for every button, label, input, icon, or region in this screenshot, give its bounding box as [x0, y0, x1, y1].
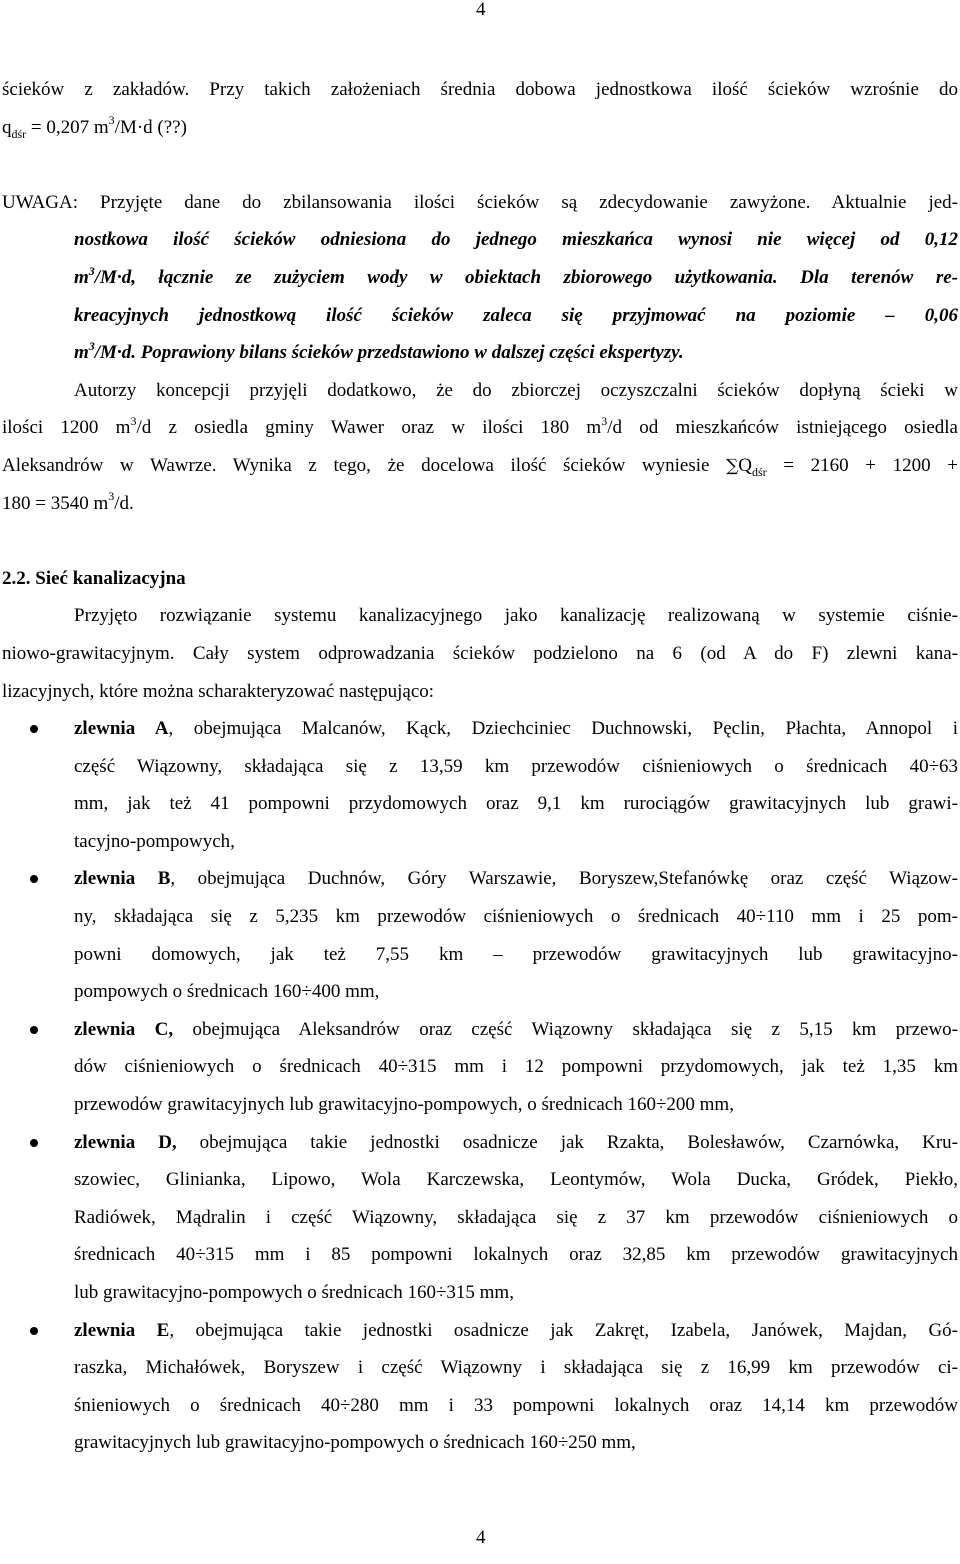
- text-line: [2, 259, 958, 297]
- superscript: 3: [130, 414, 137, 429]
- text-line: część Wiązowny, składająca się z 13,59 km przewodów ciśnieniowych o średnicach 40÷63: [74, 755, 958, 777]
- text-line: przewodów grawitacyjnych lub grawitacyjno-pompowych, o średnicach 160÷200 mm,: [74, 1094, 734, 1116]
- text-fragment: obejmująca Aleksandrów oraz część Wiązowny składająca się z 5,15 km przewo-: [173, 1018, 958, 1040]
- note-lead: UWAGA: Przyjęte dane do zbilansowania ilości ścieków są zdecydowanie zawyżone. Aktualnie jed-: [2, 191, 958, 213]
- text-line: dów ciśnieniowych o średnicach 40÷315 mm i 12 pompowni przydomowych, jak też 1,35 km: [74, 1056, 958, 1078]
- text-line: średnicach 40÷315 mm i 85 pompowni lokalnych oraz 32,85 km przewodów grawitacyjnych: [74, 1244, 958, 1266]
- text-line: [2, 1312, 958, 1350]
- superscript: 3: [88, 338, 95, 353]
- text-line: pompowych o średnicach 160÷400 mm,: [74, 981, 380, 1003]
- text-line: [2, 447, 958, 485]
- bullet-icon: [30, 1139, 38, 1147]
- text-fragment: q: [2, 116, 12, 138]
- text-line: lizacyjnych, które można scharakteryzować następująco:: [2, 680, 435, 702]
- note-paragraph: [2, 184, 958, 372]
- catchment-name: zlewnia A: [74, 718, 169, 740]
- catchment-name: zlewnia B: [74, 868, 171, 890]
- superscript: 3: [108, 113, 115, 128]
- page-number-bottom: 4: [476, 1527, 486, 1548]
- superscript: 3: [88, 263, 95, 278]
- superscript: 3: [108, 489, 115, 504]
- text-line: lub grawitacyjno-pompowych o średnicach 160÷315 mm,: [74, 1282, 514, 1303]
- text-line: ścieków z zakładów. Przy takich założeniach średnia dobowa jednostkowa ilość ścieków wzrośnie do: [2, 79, 958, 100]
- text-fragment: /M·d, łącznie ze zużyciem wody w obiektach zbiorowego użytkowania. Dla terenów re-: [94, 266, 958, 288]
- superscript: 3: [601, 414, 608, 429]
- bullet-icon: [30, 1026, 38, 1034]
- text-line: [2, 710, 958, 748]
- bullet-icon: [30, 1327, 38, 1335]
- list-item: [2, 860, 958, 1010]
- paragraph-continuation: [2, 71, 958, 146]
- text-fragment: /M·d. Poprawiony bilans ścieków przedstawiono w dalszej części ekspertyzy.: [94, 342, 684, 364]
- text-fragment: /M·d (??): [114, 116, 187, 138]
- text-line: Przyjęto rozwiązanie systemu kanalizacyjnego jako kanalizację realizowaną w systemie ciśnie-: [74, 605, 958, 627]
- text-line: niowo-grawitacyjnym. Cały system odprowadzania ścieków podzielono na 6 (od A do F) zlewni kana-: [2, 642, 958, 664]
- text-line: szowiec, Glinianka, Lipowo, Wola Karczewska, Leontymów, Wola Ducka, Gródek, Piekło,: [74, 1169, 958, 1191]
- text-line: [2, 1124, 958, 1162]
- text-fragment: = 0,207 m: [26, 116, 109, 138]
- text-fragment: /d.: [114, 492, 134, 514]
- catchment-list: [2, 710, 958, 1462]
- paragraph-network: [2, 597, 958, 710]
- text-line: raszka, Michałówek, Boryszew i część Wiązowny i składająca się z 16,99 km przewodów ci-: [74, 1357, 958, 1379]
- list-item: [2, 1011, 958, 1124]
- text-fragment: , obejmująca takie jednostki osadnicze jak Zakręt, Izabela, Janówek, Majdan, Gó-: [169, 1319, 958, 1341]
- text-line: [2, 485, 958, 523]
- text-line: śnieniowych o średnicach 40÷280 mm i 33 pompowni lokalnych oraz 14,14 km przewodów: [74, 1394, 958, 1416]
- text-line: ny, składająca się z 5,235 km przewodów ciśnieniowych o średnicach 40÷110 mm i 25 pom-: [74, 906, 958, 928]
- text-line: [2, 334, 958, 372]
- subscript: dśr: [11, 126, 27, 141]
- text-fragment: ilości 1200 m: [2, 417, 131, 439]
- subscript: dśr: [751, 464, 767, 479]
- list-item: [2, 710, 958, 860]
- text-fragment: m: [74, 266, 89, 288]
- text-line: Radiówek, Mądralin i część Wiązowny, składająca się z 37 km przewodów ciśnieniowych o: [74, 1206, 958, 1228]
- text-line: [2, 860, 958, 898]
- page-number-top: 4: [476, 0, 486, 20]
- paragraph-assumptions: [2, 372, 958, 522]
- text-line: kreacyjnych jednostkową ilość ścieków zaleca się przyjmować na poziomie – 0,06: [74, 304, 958, 326]
- text-fragment: /d z osiedla gminy Wawer oraz w ilości 180 m: [136, 417, 602, 439]
- text-fragment: m: [74, 342, 89, 364]
- catchment-name: zlewnia D,: [74, 1131, 177, 1153]
- text-fragment: obejmująca takie jednostki osadnicze jak Rzakta, Bolesławów, Czarnówka, Kru-: [176, 1131, 959, 1153]
- text-fragment: = 2160 + 1200 +: [766, 454, 958, 476]
- text-fragment: , obejmująca Malcanów, Kąck, Dziechciniec Duchnowski, Pęclin, Płachta, Annopol i: [168, 718, 958, 740]
- text-line: mm, jak też 41 pompowni przydomowych oraz 9,1 km rurociągów grawitacyjnych lub grawi-: [74, 793, 958, 815]
- text-line: tacyjno-pompowych,: [74, 830, 235, 852]
- text-fragment: Aleksandrów w Wawrze. Wynika z tego, że docelowa ilość ścieków wyniesie: [2, 454, 727, 476]
- text-line: Autorzy koncepcji przyjęli dodatkowo, że do zbiorczej oczyszczalni ścieków dopłyną ścieki w: [74, 379, 958, 401]
- document-body: [2, 71, 958, 1462]
- text-line: [2, 109, 958, 147]
- catchment-name: zlewnia C,: [74, 1018, 174, 1040]
- text-line: nostkowa ilość ścieków odniesiona do jednego mieszkańca wynosi nie więcej od 0,12: [74, 229, 958, 251]
- text-line: [2, 184, 958, 222]
- section-heading: 2.2. Sieć kanalizacyjna: [2, 567, 186, 589]
- text-fragment: 180 = 3540 m: [2, 492, 109, 514]
- list-item: [2, 1312, 958, 1462]
- list-item: [2, 1124, 958, 1312]
- text-fragment: , obejmująca Duchnów, Góry Warszawie, Boryszew,Stefanówkę oraz część Wiązow-: [170, 868, 958, 890]
- text-fragment: Q: [738, 454, 752, 476]
- text-line: grawitacyjnych lub grawitacyjno-pompowych o średnicach 160÷250 mm,: [74, 1432, 636, 1454]
- sigma-symbol: ∑: [726, 455, 739, 476]
- catchment-name: zlewnia E: [74, 1319, 170, 1341]
- text-line: [2, 409, 958, 447]
- text-line: powni domowych, jak też 7,55 km – przewodów grawitacyjnych lub grawitacyjno-: [74, 943, 958, 965]
- text-line: [2, 1011, 958, 1049]
- text-fragment: /d od mieszkańców istniejącego osiedla: [607, 417, 958, 439]
